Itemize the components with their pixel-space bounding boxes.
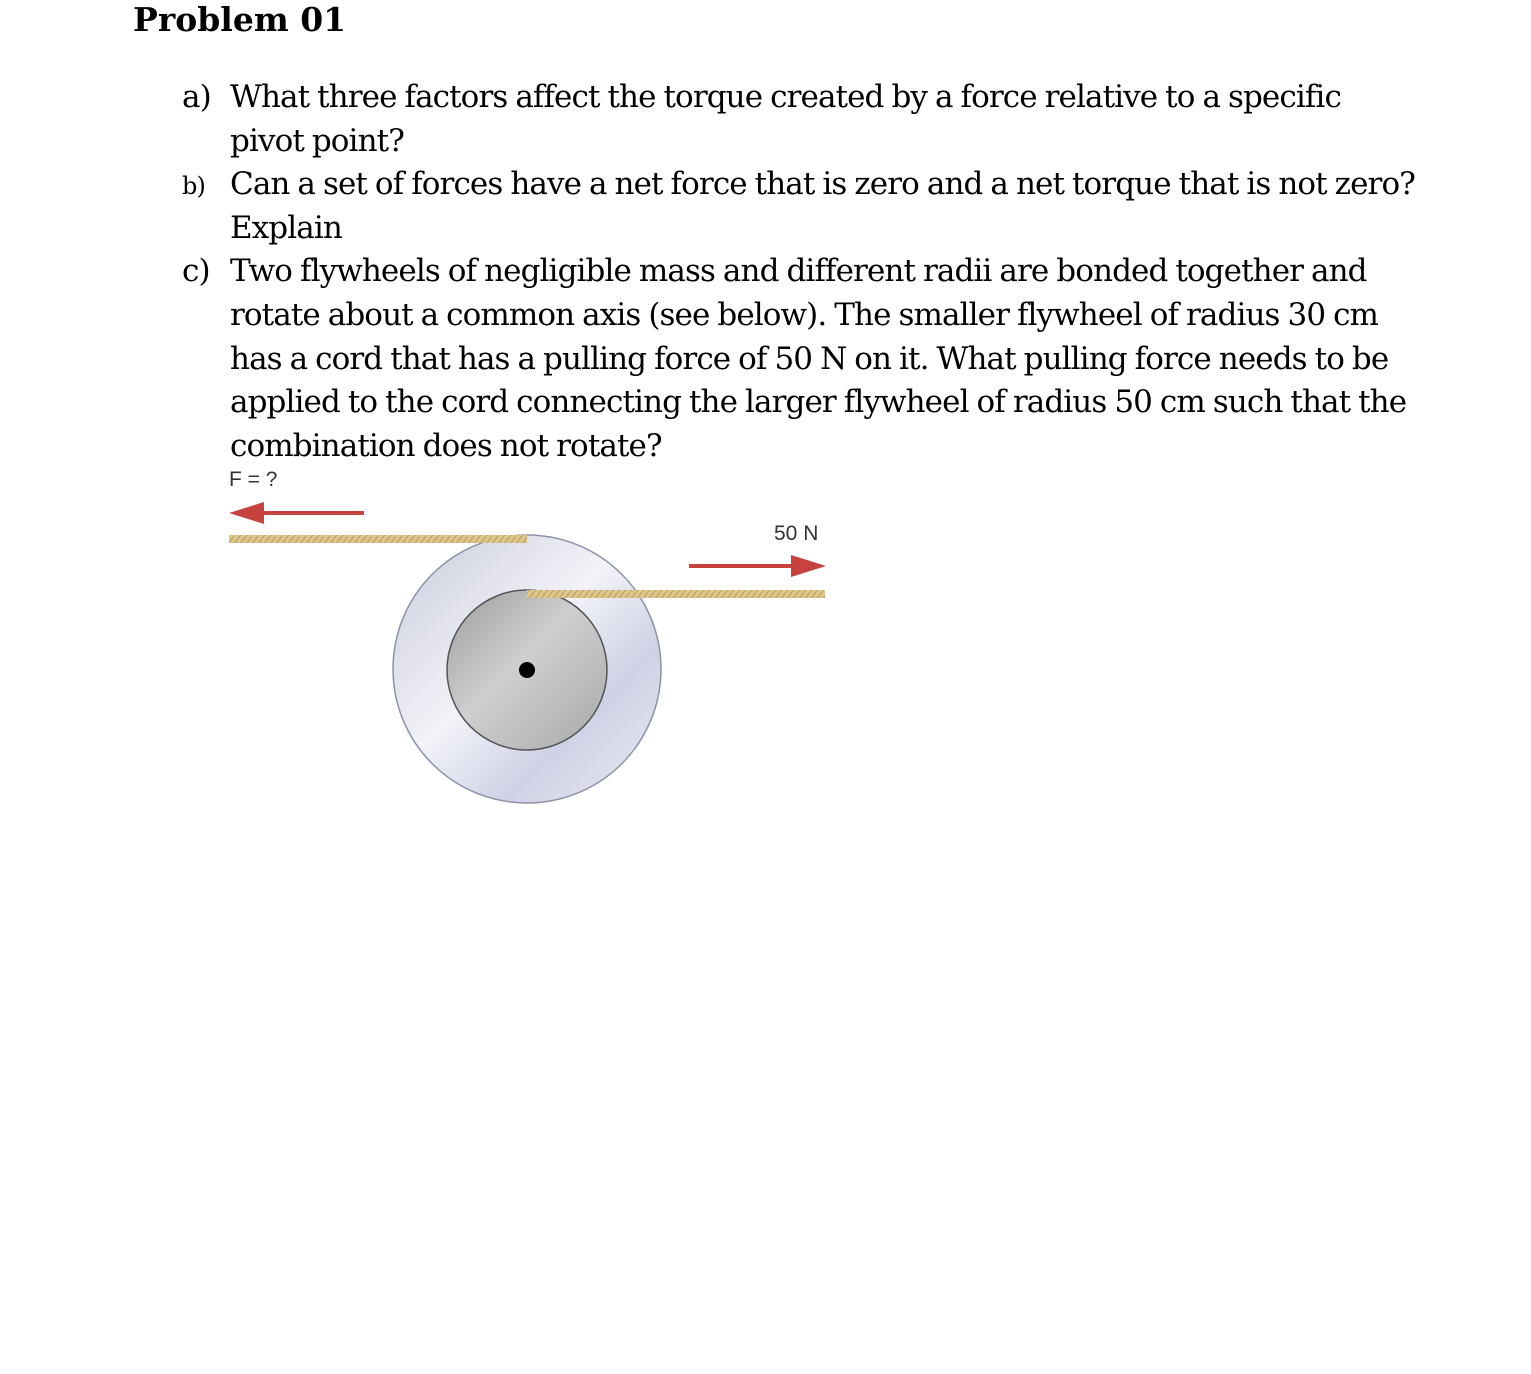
known-force-label: 50 N (774, 522, 819, 545)
small-flywheel (447, 590, 607, 750)
question-c-text: Two flywheels of negligible mass and different radii are bonded together and rotate about a common axis (see below). The smaller flywheel of radius 30 cm has a cord that has a pulling force of 50 N on it. What pulling force needs to be applied to the cord connecting the larger flywheel of radius 50 cm such that the combination does not rotate? (230, 253, 1407, 464)
large-wheel-cord (229, 535, 527, 543)
question-c-marker: c) (182, 253, 210, 290)
question-a-marker: a) (182, 79, 211, 115)
question-a (182, 76, 1422, 163)
page-title: Problem 01 (133, 0, 347, 39)
question-list (182, 76, 1422, 468)
question-a-text: What three factors affect the torque created by a force relative to a specific pivot point? (230, 79, 1341, 159)
axle-dot (519, 662, 535, 678)
large-flywheel (393, 535, 661, 803)
question-b (182, 163, 1422, 250)
question-b-marker: b) (182, 172, 205, 201)
unknown-force-label: F = ? (229, 468, 278, 491)
unknown-force-arrow (229, 502, 364, 524)
question-b-text: Can a set of forces have a net force that is zero and a net torque that is not zero? Explain (230, 166, 1415, 246)
known-force-arrow (689, 555, 826, 577)
small-wheel-cord (527, 590, 825, 598)
question-c (182, 250, 1422, 468)
